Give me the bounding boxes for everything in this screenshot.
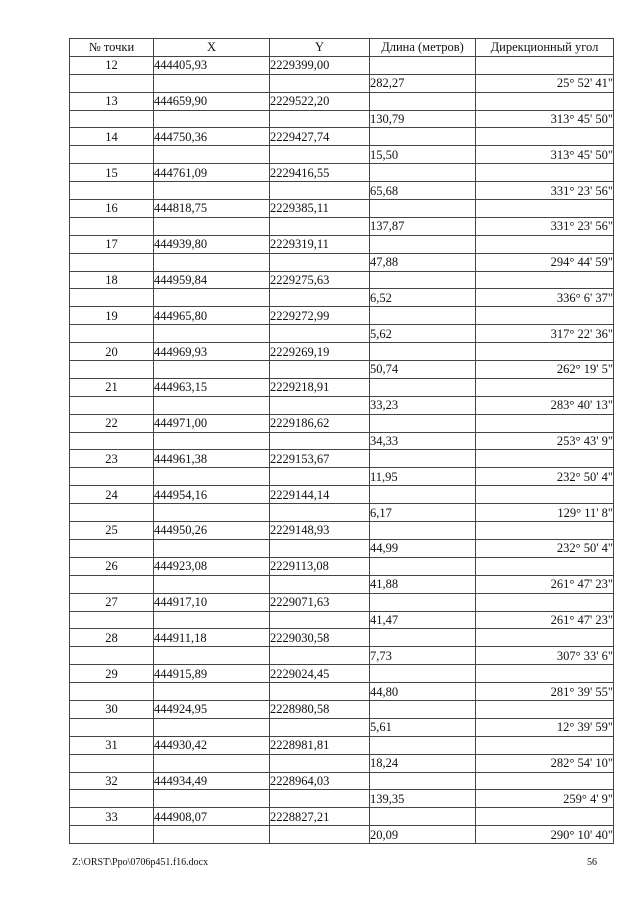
y-coordinate-cell: 2229399,00 bbox=[270, 56, 370, 74]
table-row-segment bbox=[70, 468, 614, 486]
number-cell-empty bbox=[70, 110, 154, 128]
table-row-point bbox=[70, 92, 614, 110]
length-cell: 65,68 bbox=[370, 182, 476, 200]
point-number-cell: 18 bbox=[70, 271, 154, 289]
x-cell-empty bbox=[154, 361, 270, 379]
y-coordinate-cell: 2228980,58 bbox=[270, 700, 370, 718]
point-number-cell: 29 bbox=[70, 665, 154, 683]
x-cell-empty bbox=[154, 611, 270, 629]
y-cell-empty bbox=[270, 539, 370, 557]
length-cell-empty bbox=[370, 665, 476, 683]
bearing-cell: 317° 22' 36" bbox=[476, 325, 614, 343]
length-cell: 34,33 bbox=[370, 432, 476, 450]
x-cell-empty bbox=[154, 289, 270, 307]
bearing-cell: 261° 47' 23" bbox=[476, 575, 614, 593]
x-coordinate-cell: 444405,93 bbox=[154, 56, 270, 74]
table-row-point bbox=[70, 200, 614, 218]
y-coordinate-cell: 2229148,93 bbox=[270, 522, 370, 540]
x-cell-empty bbox=[154, 647, 270, 665]
x-coordinate-cell: 444761,09 bbox=[154, 164, 270, 182]
y-coordinate-cell: 2229319,11 bbox=[270, 235, 370, 253]
bearing-cell: 313° 45' 50" bbox=[476, 110, 614, 128]
bearing-cell-empty bbox=[476, 164, 614, 182]
bearing-cell: 336° 6' 37" bbox=[476, 289, 614, 307]
table-row-point bbox=[70, 522, 614, 540]
point-number-cell: 20 bbox=[70, 343, 154, 361]
table-row-segment bbox=[70, 647, 614, 665]
y-cell-empty bbox=[270, 253, 370, 271]
point-number-cell: 12 bbox=[70, 56, 154, 74]
length-cell-empty bbox=[370, 378, 476, 396]
y-coordinate-cell: 2229522,20 bbox=[270, 92, 370, 110]
y-coordinate-cell: 2229275,63 bbox=[270, 271, 370, 289]
table-row-point bbox=[70, 593, 614, 611]
bearing-cell: 261° 47' 23" bbox=[476, 611, 614, 629]
x-cell-empty bbox=[154, 504, 270, 522]
table-row-segment bbox=[70, 754, 614, 772]
x-cell-empty bbox=[154, 396, 270, 414]
length-cell: 44,80 bbox=[370, 683, 476, 701]
length-cell-empty bbox=[370, 56, 476, 74]
bearing-cell-empty bbox=[476, 378, 614, 396]
x-coordinate-cell: 444959,84 bbox=[154, 271, 270, 289]
x-coordinate-cell: 444917,10 bbox=[154, 593, 270, 611]
y-cell-empty bbox=[270, 74, 370, 92]
y-coordinate-cell: 2229030,58 bbox=[270, 629, 370, 647]
x-coordinate-cell: 444659,90 bbox=[154, 92, 270, 110]
table-row-segment bbox=[70, 110, 614, 128]
length-cell-empty bbox=[370, 772, 476, 790]
header-bearing: Дирекционный угол bbox=[476, 39, 614, 57]
number-cell-empty bbox=[70, 718, 154, 736]
table-row-segment bbox=[70, 146, 614, 164]
length-cell: 6,17 bbox=[370, 504, 476, 522]
length-cell: 137,87 bbox=[370, 217, 476, 235]
bearing-cell-empty bbox=[476, 486, 614, 504]
table-row-segment bbox=[70, 790, 614, 808]
length-cell: 7,73 bbox=[370, 647, 476, 665]
length-cell: 41,88 bbox=[370, 575, 476, 593]
bearing-cell: 307° 33' 6" bbox=[476, 647, 614, 665]
x-cell-empty bbox=[154, 146, 270, 164]
length-cell: 41,47 bbox=[370, 611, 476, 629]
x-cell-empty bbox=[154, 432, 270, 450]
y-cell-empty bbox=[270, 325, 370, 343]
bearing-cell: 331° 23' 56" bbox=[476, 217, 614, 235]
table-row-point bbox=[70, 629, 614, 647]
bearing-cell: 259° 4' 9" bbox=[476, 790, 614, 808]
point-number-cell: 13 bbox=[70, 92, 154, 110]
table-row-point bbox=[70, 450, 614, 468]
point-number-cell: 15 bbox=[70, 164, 154, 182]
x-cell-empty bbox=[154, 683, 270, 701]
x-coordinate-cell: 444961,38 bbox=[154, 450, 270, 468]
bearing-cell-empty bbox=[476, 92, 614, 110]
length-cell: 282,27 bbox=[370, 74, 476, 92]
y-coordinate-cell: 2228827,21 bbox=[270, 808, 370, 826]
table-row-point bbox=[70, 772, 614, 790]
bearing-cell-empty bbox=[476, 307, 614, 325]
length-cell: 20,09 bbox=[370, 826, 476, 844]
bearing-cell: 281° 39' 55" bbox=[476, 683, 614, 701]
bearing-cell-empty bbox=[476, 557, 614, 575]
number-cell-empty bbox=[70, 611, 154, 629]
point-number-cell: 26 bbox=[70, 557, 154, 575]
length-cell-empty bbox=[370, 450, 476, 468]
y-coordinate-cell: 2229024,45 bbox=[270, 665, 370, 683]
x-coordinate-cell: 444965,80 bbox=[154, 307, 270, 325]
bearing-cell-empty bbox=[476, 343, 614, 361]
y-cell-empty bbox=[270, 432, 370, 450]
length-cell: 11,95 bbox=[370, 468, 476, 486]
length-cell-empty bbox=[370, 343, 476, 361]
y-cell-empty bbox=[270, 754, 370, 772]
length-cell: 44,99 bbox=[370, 539, 476, 557]
table-row-point bbox=[70, 128, 614, 146]
bearing-cell: 331° 23' 56" bbox=[476, 182, 614, 200]
table-row-segment bbox=[70, 432, 614, 450]
y-coordinate-cell: 2229153,67 bbox=[270, 450, 370, 468]
point-number-cell: 32 bbox=[70, 772, 154, 790]
number-cell-empty bbox=[70, 539, 154, 557]
table-row-segment bbox=[70, 611, 614, 629]
y-coordinate-cell: 2229427,74 bbox=[270, 128, 370, 146]
bearing-cell-empty bbox=[476, 128, 614, 146]
y-coordinate-cell: 2229071,63 bbox=[270, 593, 370, 611]
bearing-cell-empty bbox=[476, 772, 614, 790]
x-cell-empty bbox=[154, 468, 270, 486]
header-point-number: № точки bbox=[70, 39, 154, 57]
y-coordinate-cell: 2228964,03 bbox=[270, 772, 370, 790]
y-cell-empty bbox=[270, 826, 370, 844]
bearing-cell: 294° 44' 59" bbox=[476, 253, 614, 271]
x-cell-empty bbox=[154, 110, 270, 128]
length-cell-empty bbox=[370, 128, 476, 146]
number-cell-empty bbox=[70, 182, 154, 200]
table-row-point bbox=[70, 700, 614, 718]
bearing-cell: 282° 54' 10" bbox=[476, 754, 614, 772]
length-cell-empty bbox=[370, 200, 476, 218]
point-number-cell: 25 bbox=[70, 522, 154, 540]
bearing-cell-empty bbox=[476, 450, 614, 468]
table-row-point bbox=[70, 271, 614, 289]
length-cell-empty bbox=[370, 414, 476, 432]
y-coordinate-cell: 2229218,91 bbox=[270, 378, 370, 396]
y-cell-empty bbox=[270, 718, 370, 736]
table-row-segment bbox=[70, 718, 614, 736]
table-row-point bbox=[70, 307, 614, 325]
length-cell-empty bbox=[370, 808, 476, 826]
length-cell: 15,50 bbox=[370, 146, 476, 164]
table-row-point bbox=[70, 665, 614, 683]
number-cell-empty bbox=[70, 790, 154, 808]
bearing-cell-empty bbox=[476, 736, 614, 754]
bearing-cell-empty bbox=[476, 593, 614, 611]
x-coordinate-cell: 444934,49 bbox=[154, 772, 270, 790]
y-cell-empty bbox=[270, 182, 370, 200]
bearing-cell: 283° 40' 13" bbox=[476, 396, 614, 414]
y-cell-empty bbox=[270, 468, 370, 486]
number-cell-empty bbox=[70, 146, 154, 164]
number-cell-empty bbox=[70, 253, 154, 271]
x-coordinate-cell: 444908,07 bbox=[154, 808, 270, 826]
y-cell-empty bbox=[270, 504, 370, 522]
table-row-segment bbox=[70, 575, 614, 593]
point-number-cell: 16 bbox=[70, 200, 154, 218]
y-cell-empty bbox=[270, 575, 370, 593]
y-cell-empty bbox=[270, 217, 370, 235]
x-coordinate-cell: 444954,16 bbox=[154, 486, 270, 504]
y-cell-empty bbox=[270, 647, 370, 665]
number-cell-empty bbox=[70, 683, 154, 701]
table-row-point bbox=[70, 164, 614, 182]
table-row-segment bbox=[70, 74, 614, 92]
number-cell-empty bbox=[70, 468, 154, 486]
length-cell-empty bbox=[370, 164, 476, 182]
bearing-cell: 290° 10' 40" bbox=[476, 826, 614, 844]
length-cell-empty bbox=[370, 522, 476, 540]
table-row-segment bbox=[70, 253, 614, 271]
bearing-cell: 313° 45' 50" bbox=[476, 146, 614, 164]
table-row-point bbox=[70, 736, 614, 754]
length-cell: 139,35 bbox=[370, 790, 476, 808]
table-row-segment bbox=[70, 826, 614, 844]
bearing-cell: 25° 52' 41" bbox=[476, 74, 614, 92]
bearing-cell-empty bbox=[476, 629, 614, 647]
footer-file-path: Z:\ORST\Ppo\0706p451.f16.docx bbox=[72, 857, 209, 868]
y-coordinate-cell: 2229144,14 bbox=[270, 486, 370, 504]
bearing-cell: 253° 43' 9" bbox=[476, 432, 614, 450]
table-row-segment bbox=[70, 539, 614, 557]
coordinates-table bbox=[69, 38, 614, 844]
x-cell-empty bbox=[154, 754, 270, 772]
length-cell-empty bbox=[370, 486, 476, 504]
point-number-cell: 30 bbox=[70, 700, 154, 718]
table-row-point bbox=[70, 486, 614, 504]
y-cell-empty bbox=[270, 361, 370, 379]
y-coordinate-cell: 2229186,62 bbox=[270, 414, 370, 432]
point-number-cell: 23 bbox=[70, 450, 154, 468]
x-coordinate-cell: 444969,93 bbox=[154, 343, 270, 361]
x-coordinate-cell: 444950,26 bbox=[154, 522, 270, 540]
number-cell-empty bbox=[70, 826, 154, 844]
table-row-point bbox=[70, 235, 614, 253]
table-row-segment bbox=[70, 325, 614, 343]
number-cell-empty bbox=[70, 361, 154, 379]
bearing-cell: 232° 50' 4" bbox=[476, 468, 614, 486]
length-cell-empty bbox=[370, 736, 476, 754]
x-cell-empty bbox=[154, 539, 270, 557]
number-cell-empty bbox=[70, 432, 154, 450]
length-cell: 5,62 bbox=[370, 325, 476, 343]
point-number-cell: 31 bbox=[70, 736, 154, 754]
number-cell-empty bbox=[70, 396, 154, 414]
table-row-point bbox=[70, 343, 614, 361]
y-coordinate-cell: 2229269,19 bbox=[270, 343, 370, 361]
y-coordinate-cell: 2229272,99 bbox=[270, 307, 370, 325]
table-row-segment bbox=[70, 217, 614, 235]
length-cell-empty bbox=[370, 235, 476, 253]
table-row-point bbox=[70, 378, 614, 396]
length-cell: 50,74 bbox=[370, 361, 476, 379]
point-number-cell: 28 bbox=[70, 629, 154, 647]
length-cell: 47,88 bbox=[370, 253, 476, 271]
x-coordinate-cell: 444923,08 bbox=[154, 557, 270, 575]
x-coordinate-cell: 444750,36 bbox=[154, 128, 270, 146]
bearing-cell-empty bbox=[476, 700, 614, 718]
point-number-cell: 24 bbox=[70, 486, 154, 504]
length-cell: 6,52 bbox=[370, 289, 476, 307]
x-coordinate-cell: 444818,75 bbox=[154, 200, 270, 218]
table-row-segment bbox=[70, 289, 614, 307]
header-length: Длина (метров) bbox=[370, 39, 476, 57]
length-cell: 130,79 bbox=[370, 110, 476, 128]
table-row-segment bbox=[70, 396, 614, 414]
bearing-cell-empty bbox=[476, 271, 614, 289]
length-cell: 33,23 bbox=[370, 396, 476, 414]
point-number-cell: 21 bbox=[70, 378, 154, 396]
x-cell-empty bbox=[154, 325, 270, 343]
table-row-segment bbox=[70, 182, 614, 200]
y-coordinate-cell: 2228981,81 bbox=[270, 736, 370, 754]
y-cell-empty bbox=[270, 146, 370, 164]
x-cell-empty bbox=[154, 826, 270, 844]
point-number-cell: 22 bbox=[70, 414, 154, 432]
point-number-cell: 19 bbox=[70, 307, 154, 325]
table-row-point bbox=[70, 557, 614, 575]
header-y: Y bbox=[270, 39, 370, 57]
table-body bbox=[70, 56, 614, 843]
number-cell-empty bbox=[70, 74, 154, 92]
header-x: X bbox=[154, 39, 270, 57]
table-row-segment bbox=[70, 683, 614, 701]
x-cell-empty bbox=[154, 575, 270, 593]
x-coordinate-cell: 444939,80 bbox=[154, 235, 270, 253]
bearing-cell-empty bbox=[476, 665, 614, 683]
length-cell: 5,61 bbox=[370, 718, 476, 736]
x-cell-empty bbox=[154, 718, 270, 736]
y-coordinate-cell: 2229113,08 bbox=[270, 557, 370, 575]
point-number-cell: 14 bbox=[70, 128, 154, 146]
length-cell-empty bbox=[370, 92, 476, 110]
table-row-point bbox=[70, 414, 614, 432]
bearing-cell: 262° 19' 5" bbox=[476, 361, 614, 379]
y-cell-empty bbox=[270, 289, 370, 307]
bearing-cell-empty bbox=[476, 522, 614, 540]
bearing-cell: 12° 39' 59" bbox=[476, 718, 614, 736]
length-cell-empty bbox=[370, 557, 476, 575]
number-cell-empty bbox=[70, 754, 154, 772]
y-cell-empty bbox=[270, 110, 370, 128]
table-row-point bbox=[70, 56, 614, 74]
y-cell-empty bbox=[270, 396, 370, 414]
table-header-row bbox=[70, 39, 614, 57]
table-row-segment bbox=[70, 504, 614, 522]
table-row-segment bbox=[70, 361, 614, 379]
length-cell-empty bbox=[370, 593, 476, 611]
x-coordinate-cell: 444971,00 bbox=[154, 414, 270, 432]
x-coordinate-cell: 444911,18 bbox=[154, 629, 270, 647]
point-number-cell: 17 bbox=[70, 235, 154, 253]
x-cell-empty bbox=[154, 790, 270, 808]
y-cell-empty bbox=[270, 683, 370, 701]
number-cell-empty bbox=[70, 504, 154, 522]
length-cell: 18,24 bbox=[370, 754, 476, 772]
y-cell-empty bbox=[270, 790, 370, 808]
x-coordinate-cell: 444930,42 bbox=[154, 736, 270, 754]
number-cell-empty bbox=[70, 647, 154, 665]
x-cell-empty bbox=[154, 253, 270, 271]
table-row-point bbox=[70, 808, 614, 826]
x-coordinate-cell: 444963,15 bbox=[154, 378, 270, 396]
number-cell-empty bbox=[70, 575, 154, 593]
x-cell-empty bbox=[154, 217, 270, 235]
point-number-cell: 27 bbox=[70, 593, 154, 611]
length-cell-empty bbox=[370, 307, 476, 325]
bearing-cell-empty bbox=[476, 56, 614, 74]
bearing-cell-empty bbox=[476, 808, 614, 826]
bearing-cell: 232° 50' 4" bbox=[476, 539, 614, 557]
length-cell-empty bbox=[370, 271, 476, 289]
y-coordinate-cell: 2229385,11 bbox=[270, 200, 370, 218]
y-coordinate-cell: 2229416,55 bbox=[270, 164, 370, 182]
bearing-cell-empty bbox=[476, 200, 614, 218]
x-cell-empty bbox=[154, 74, 270, 92]
number-cell-empty bbox=[70, 217, 154, 235]
x-coordinate-cell: 444915,89 bbox=[154, 665, 270, 683]
bearing-cell-empty bbox=[476, 414, 614, 432]
bearing-cell: 129° 11' 8" bbox=[476, 504, 614, 522]
number-cell-empty bbox=[70, 325, 154, 343]
bearing-cell-empty bbox=[476, 235, 614, 253]
x-coordinate-cell: 444924,95 bbox=[154, 700, 270, 718]
length-cell-empty bbox=[370, 700, 476, 718]
point-number-cell: 33 bbox=[70, 808, 154, 826]
number-cell-empty bbox=[70, 289, 154, 307]
y-cell-empty bbox=[270, 611, 370, 629]
x-cell-empty bbox=[154, 182, 270, 200]
length-cell-empty bbox=[370, 629, 476, 647]
footer-page-number: 56 bbox=[587, 857, 597, 868]
